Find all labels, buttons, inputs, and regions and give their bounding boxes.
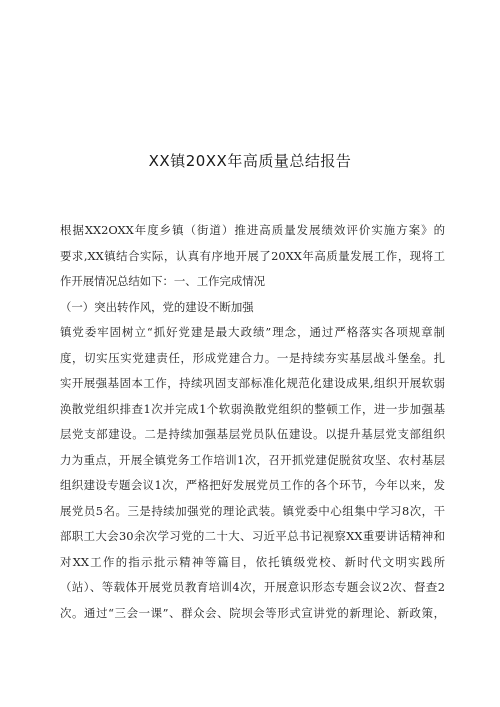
- body-line: 部职工大会30余次学习党的二十大、习近平总书记视察XX重要讲话精神和: [60, 529, 445, 543]
- document-title: XX镇20XX年高质量总结报告: [148, 152, 352, 170]
- body-line: 展党员5名。三是持续加强党的理论武装。镇党委中心组集中学习8次，干: [60, 503, 445, 518]
- document-body: [60, 218, 445, 626]
- body-line: 涣散党组织排查1次并完成1个软弱涣散党组织的整顿工作，进一步加强基: [60, 401, 445, 416]
- body-line: （站）、等载体开展党员教育培训4次，开展意识形态专题会议2次、督查2: [60, 580, 445, 594]
- body-line: 组织建设专题会议1次，严格把好发展党员工作的各个环节，今年以来，发: [60, 478, 445, 492]
- body-line: 次。通过“三会一课”、群众会、院坝会等形式宣讲党的新理论、新政策，: [60, 605, 445, 620]
- body-line: 要求,XX镇结合实际，认真有序地开展了20XX年高质量发展工作，现将工: [60, 248, 445, 263]
- body-line: 力为重点，开展全镇党务工作培训1次，召开抓党建促脱贫攻坚、农村基层: [60, 452, 445, 467]
- body-line: 度，切实压实党建责任，形成党建合力。一是持续夯实基层战斗堡垒。扎: [60, 350, 445, 365]
- body-line: 镇党委牢固树立“抓好党建是最大政绩”理念，通过严格落实各项规章制: [60, 325, 445, 339]
- body-line: 实开展强基固本工作，持续巩固支部标准化规范化建设成果,组织开展软弱: [60, 376, 445, 390]
- body-line: 根据XX2OXX年度乡镇（街道）推进高质量发展绩效评价实施方案》的: [60, 223, 445, 237]
- section-heading: （一）突出转作风，党的建设不断加强: [60, 299, 254, 314]
- body-line: 作开展情况总结如下：一、工作完成情况: [60, 274, 266, 288]
- body-line: 层党支部建设。二是持续加强基层党员队伍建设。以提升基层党支部组织: [60, 427, 445, 441]
- body-line: 对XX工作的指示批示精神等篇目，依托镇级党校、新时代文明实践所: [60, 554, 445, 569]
